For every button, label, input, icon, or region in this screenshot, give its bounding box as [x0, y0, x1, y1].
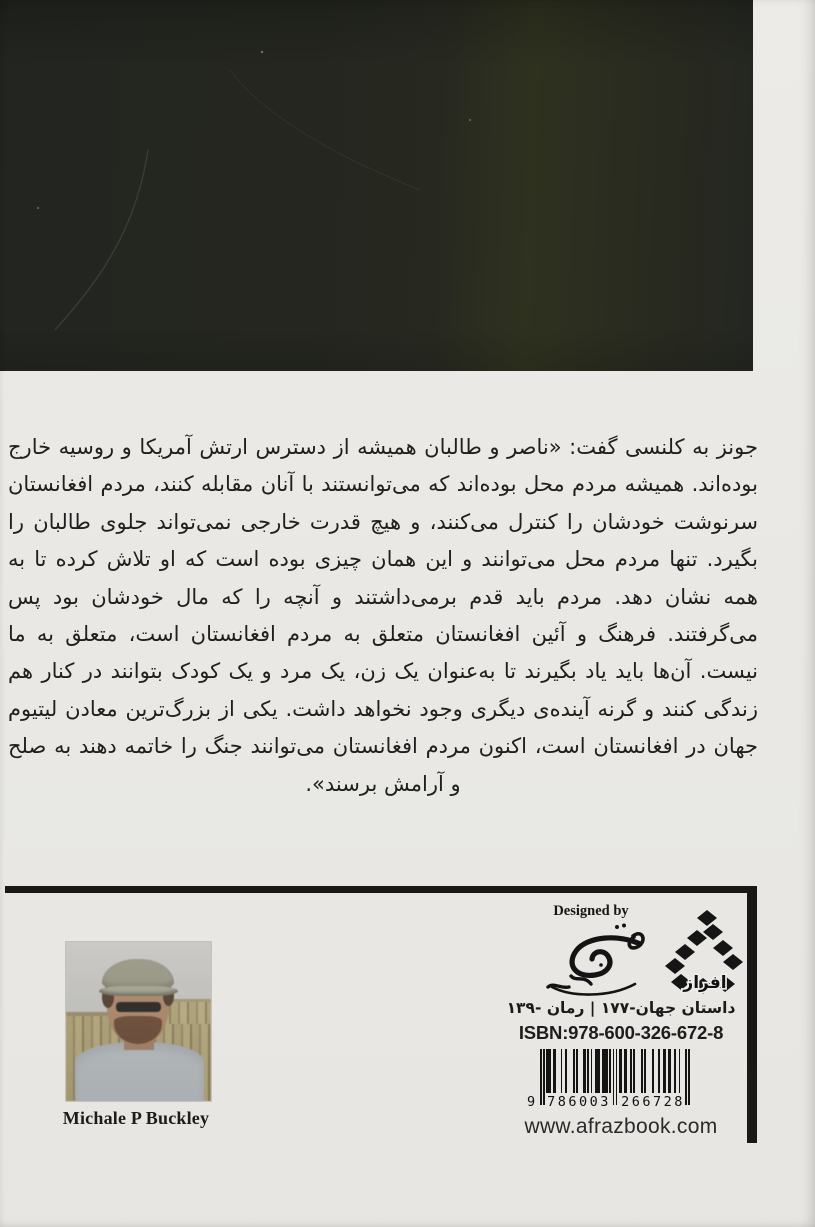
author-name-caption: Michale P Buckley	[62, 1108, 210, 1128]
series-info-line: داستان جهان-۱۷۷ | رمان -۱۳۹	[506, 999, 736, 1017]
quote-paragraph: جونز به کلنسی گفت: «ناصر و طالبان همیشه از دسترس ارتش آمریکا و روسیه خارج بوده‌اند. همیشه مردم محل بوده‌اند که می‌توانستند با آنان مقابله کنند، مردم افغانستان سرنوشت خودشان را کنترل می‌کنند، و هیچ قدرت خارجی نمی‌تواند جلوی طالبان را بگیرد. تنها مردم محل می‌توانند و این همان چیزی بوده است که او تلاش کرده تا به همه نشان دهد. مردم باید قدم برمی‌داشتند و آنچه را که مال خودشان بود پس می‌گرفتند. فرهنگ و آئین افغانستان متعلق به مردم افغانستان است، متعلق به ما نیست. آن‌ها باید یاد بگیرند تا به‌عنوان یک زن، یک مرد و یک کودک بتوانند در کنار هم زندگی کنند و گرنه آینده‌ی دیگری وجود نخواهد داشت. یکی از بزرگ‌ترین معادن لیتیوم جهان در افغانستان است، اکنون مردم افغانستان می‌توانند جنگ را خاتمه دهند به صلح و آرامش برسند».	[8, 435, 758, 796]
photo-wash-overlay	[66, 942, 211, 1101]
author-photo-scene	[66, 942, 211, 1101]
afraz-logo-icon	[659, 908, 751, 1000]
designed-by-label: Designed by	[553, 903, 629, 919]
cover-art-block	[0, 0, 753, 371]
barcode-digits-group2: 266728	[621, 1094, 685, 1110]
afraz-logo-text: افراز	[683, 973, 727, 993]
barcode-digits-group1: 786003	[547, 1094, 611, 1110]
author-photo	[66, 942, 211, 1101]
isbn-text: ISBN:978-600-326-672-8	[518, 1022, 724, 1043]
barcode-digit-first: 9	[527, 1094, 536, 1110]
website-url: www.afrazbook.com	[524, 1115, 718, 1138]
designer-signature	[545, 920, 649, 1002]
frame-top-rule	[5, 886, 757, 893]
barcode-digits	[527, 1094, 699, 1110]
isbn-barcode	[527, 1049, 699, 1113]
cover-art-scratches	[0, 0, 753, 371]
